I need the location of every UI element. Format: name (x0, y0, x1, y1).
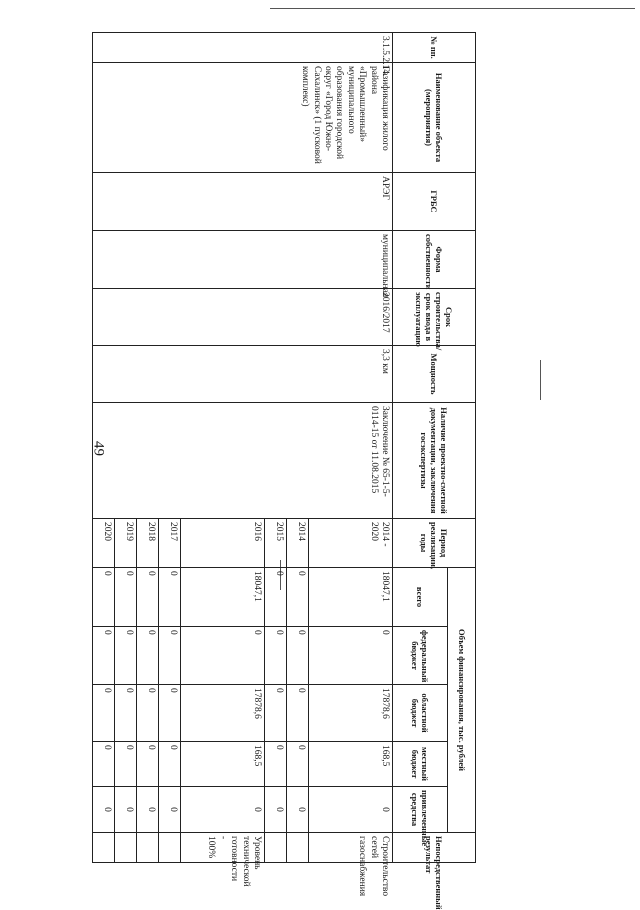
row-total: 18047,1 (309, 568, 393, 627)
header-term: Срок строительства/срок ввода в эксплуатацию (393, 289, 476, 346)
header-grbs: ГРБС (393, 173, 476, 231)
header-capacity: Мощность (393, 346, 476, 403)
row-attracted: 0 (93, 787, 115, 833)
row-result (93, 833, 115, 863)
row-period: 2014 - 2020 (309, 519, 393, 568)
row-result (287, 833, 309, 863)
row-total: 0 (115, 568, 137, 627)
table-row (309, 33, 393, 863)
header-funding-group: Объем финансирования, тыс. рублей (448, 568, 476, 833)
row-regional: 17878,6 (181, 685, 265, 742)
table-frame (102, 32, 476, 910)
page-number: 49 (90, 441, 107, 456)
row-period: 2020 (93, 519, 115, 568)
row-attracted: 0 (287, 787, 309, 833)
object-grbs: АРЭГ (93, 173, 393, 231)
row-federal: 0 (93, 627, 115, 685)
row-regional: 0 (287, 685, 309, 742)
row-total: 18047,1 (181, 568, 265, 627)
row-local: 0 (93, 742, 115, 787)
row-period: 2014 (287, 519, 309, 568)
header-total: всего (393, 568, 448, 627)
row-total: 0 (265, 568, 287, 627)
header-regional: областной бюджет (393, 685, 448, 742)
row-result (115, 833, 137, 863)
row-federal: 0 (159, 627, 181, 685)
object-ownership: муниципальная (93, 231, 393, 289)
header-local: местный бюджет (393, 742, 448, 787)
row-local: 168,5 (309, 742, 393, 787)
row-local: 0 (265, 742, 287, 787)
row-federal: 0 (265, 627, 287, 685)
row-period: 2018 (137, 519, 159, 568)
row-local: 0 (115, 742, 137, 787)
row-regional: 0 (137, 685, 159, 742)
row-total: 0 (93, 568, 115, 627)
row-attracted: 0 (181, 787, 265, 833)
header-federal: федеральный бюджет (393, 627, 448, 685)
scan-line-right (540, 360, 541, 400)
row-result: Уровень технической готовности - 100% (181, 833, 265, 863)
row-result (137, 833, 159, 863)
header-name: Наименование объекта (мероприятия) (393, 63, 476, 173)
row-result (159, 833, 181, 863)
row-attracted: 0 (265, 787, 287, 833)
row-federal: 0 (287, 627, 309, 685)
scan-line-top (270, 8, 635, 9)
financing-table (102, 32, 476, 910)
row-period: 2015 (265, 519, 287, 568)
row-federal: 0 (309, 627, 393, 685)
header-ownership: Форма собственности (393, 231, 476, 289)
header-result: Непосредственный результат (393, 833, 476, 863)
header-attracted: привлеченные средства (393, 787, 448, 833)
row-result (265, 833, 287, 863)
row-attracted: 0 (115, 787, 137, 833)
row-federal: 0 (115, 627, 137, 685)
row-local: 0 (159, 742, 181, 787)
row-total: 0 (287, 568, 309, 627)
row-federal: 0 (181, 627, 265, 685)
row-regional: 17878,6 (309, 685, 393, 742)
header-period: Период реализации, годы (393, 519, 476, 568)
header-design-docs: Наличие проектно-сметной документации, заключения госэкспертизы (393, 403, 476, 519)
row-total: 0 (159, 568, 181, 627)
object-num: 3.1.5.2.14. (93, 33, 393, 63)
row-attracted: 0 (159, 787, 181, 833)
row-local: 0 (137, 742, 159, 787)
header-num: № пп. (393, 33, 476, 63)
row-period: 2019 (115, 519, 137, 568)
row-federal: 0 (137, 627, 159, 685)
object-design-docs: Заключение № 65-1-5-0114-15 от 11.08.2015 (93, 403, 393, 519)
row-result: Строительство сетей газоснабжения (309, 833, 393, 863)
object-capacity: 3,3 км (93, 346, 393, 403)
row-period: 2016 (181, 519, 265, 568)
object-name: Газификация жилого района «Промышленный» муниципального образования городской округ «Город Южно-Сахалинск» (1 пусковой комплекс) (93, 63, 393, 173)
row-regional: 0 (115, 685, 137, 742)
row-attracted: 0 (309, 787, 393, 833)
row-period: 2017 (159, 519, 181, 568)
row-local: 168,5 (181, 742, 265, 787)
row-regional: 0 (93, 685, 115, 742)
row-attracted: 0 (137, 787, 159, 833)
row-regional: 0 (159, 685, 181, 742)
object-term: 2016/2017 (93, 289, 393, 346)
row-local: 0 (287, 742, 309, 787)
row-regional: 0 (265, 685, 287, 742)
row-total: 0 (137, 568, 159, 627)
